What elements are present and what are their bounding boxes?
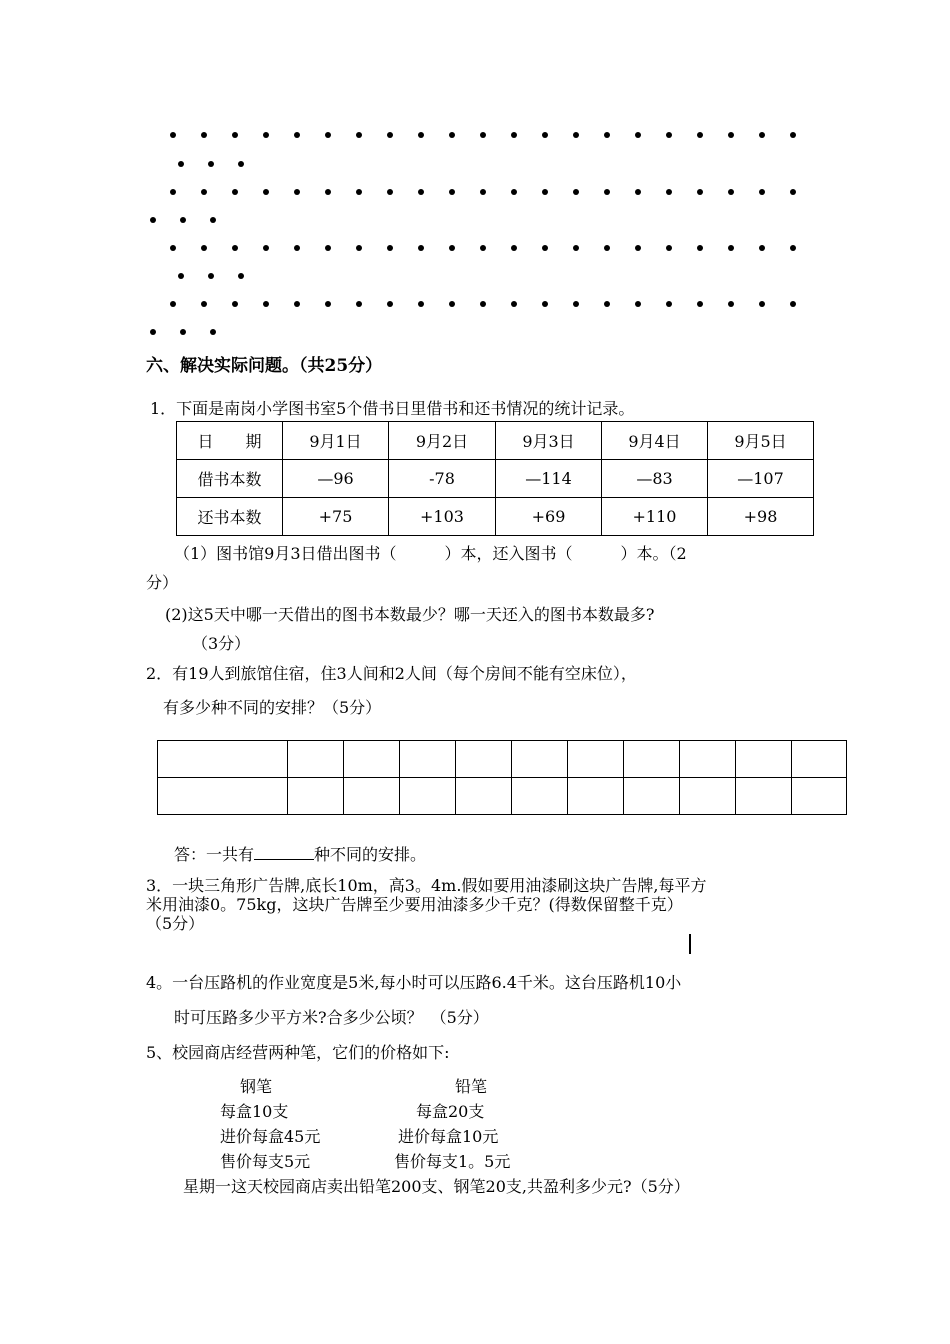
table-cell[interactable]: [400, 778, 456, 815]
table-cell: —83: [602, 460, 708, 498]
table-row: [177, 498, 814, 536]
table-cell[interactable]: [568, 741, 624, 778]
table-cell: —107: [708, 460, 814, 498]
dot-row: [0, 161, 950, 171]
q2-line2: 有多少种不同的安排？（5分）: [163, 698, 382, 717]
answer-blank[interactable]: [254, 845, 314, 860]
answer-prefix: 答：一共有: [174, 845, 255, 864]
table-cell[interactable]: [288, 778, 344, 815]
dot-row: [0, 273, 950, 283]
pen-cost: 进价每盒45元: [220, 1127, 321, 1146]
table-cell[interactable]: [568, 778, 624, 815]
q5-intro: 5、校园商店经营两种笔，它们的价格如下:: [146, 1043, 450, 1062]
table-row: [158, 778, 847, 815]
q3-line3: （5分）: [146, 914, 205, 933]
table-cell[interactable]: [680, 778, 736, 815]
table-cell[interactable]: [158, 778, 288, 815]
pencil-box: 每盒20支: [416, 1102, 485, 1121]
q3-line2: 米用油漆0。75kg，这块广告牌至少要用油漆多少千克？(得数保留整千克）: [146, 895, 683, 914]
q2-answer: [174, 842, 426, 865]
dot-row: [0, 217, 950, 227]
library-record-table: [176, 421, 814, 536]
pen-price: 售价每支5元: [220, 1152, 311, 1171]
table-cell[interactable]: [792, 778, 847, 815]
table-cell: +98: [708, 498, 814, 536]
dot-row: [0, 301, 950, 311]
table-header-row: [177, 422, 814, 460]
section-title: 六、解决实际问题。（共25分）: [146, 356, 383, 376]
q5-question: 星期一这天校园商店卖出铅笔200支、钢笔20支,共盈利多少元?（5分）: [183, 1177, 690, 1196]
table-cell[interactable]: [344, 741, 400, 778]
answer-suffix: 种不同的安排。: [314, 845, 427, 864]
table-cell[interactable]: [680, 741, 736, 778]
q1-sub2-line2: （3分）: [192, 634, 251, 653]
table-cell: +69: [496, 498, 602, 536]
table-cell: +103: [389, 498, 496, 536]
table-cell: +110: [602, 498, 708, 536]
table-cell: +75: [283, 498, 389, 536]
q1-text: 1．下面是南岗小学图书室5个借书日里借书和还书情况的统计记录。: [150, 399, 635, 418]
pen-box: 每盒10支: [220, 1102, 289, 1121]
q4-line2: 时可压路多少平方米?合多少公顷？ （5分）: [174, 1008, 489, 1027]
pencil-cost: 进价每盒10元: [398, 1127, 499, 1146]
dot-row: [0, 132, 950, 142]
table-cell: 9月5日: [708, 422, 814, 460]
table-cell[interactable]: [736, 778, 792, 815]
table-cell: 9月2日: [389, 422, 496, 460]
table-cell[interactable]: [288, 741, 344, 778]
table-cell: 借书本数: [177, 460, 283, 498]
q1-sub1-line1: （1）图书馆9月3日借出图书（ ）本，还入图书（ ）本。（2: [174, 544, 687, 563]
q3-line1: 3．一块三角形广告牌,底长10m，高3。4m.假如要用油漆刷这块广告牌,每平方: [146, 876, 707, 895]
table-cell: 9月1日: [283, 422, 389, 460]
table-cell[interactable]: [624, 778, 680, 815]
table-cell: —114: [496, 460, 602, 498]
table-cell: 日 期: [177, 422, 283, 460]
table-row: [177, 460, 814, 498]
q1-sub1-line2: 分）: [146, 573, 179, 592]
table-cell: 还书本数: [177, 498, 283, 536]
dot-row: [0, 245, 950, 255]
table-cell: —96: [283, 460, 389, 498]
arrangement-grid: [157, 740, 847, 815]
table-cell: 9月3日: [496, 422, 602, 460]
table-cell[interactable]: [512, 778, 568, 815]
dot-row: [0, 329, 950, 339]
q4-line1: 4。一台压路机的作业宽度是5米,每小时可以压路6.4千米。这台压路机10小: [146, 973, 682, 992]
table-cell: 9月4日: [602, 422, 708, 460]
table-row: [158, 741, 847, 778]
q2-line1: 2．有19人到旅馆住宿，住3人间和2人间（每个房间不能有空床位），: [146, 664, 637, 683]
q1-sub2-line1: (2)这5天中哪一天借出的图书本数最少？哪一天还入的图书本数最多?: [165, 605, 655, 624]
table-cell[interactable]: [158, 741, 288, 778]
table-cell[interactable]: [624, 741, 680, 778]
pencil-name: 铅笔: [455, 1077, 488, 1096]
pen-name: 钢笔: [240, 1077, 273, 1096]
table-cell[interactable]: [344, 778, 400, 815]
pencil-price: 售价每支1。5元: [394, 1152, 511, 1171]
table-cell[interactable]: [456, 741, 512, 778]
table-cell[interactable]: [792, 741, 847, 778]
text-cursor-mark: [689, 934, 691, 954]
table-cell[interactable]: [736, 741, 792, 778]
dot-row: [0, 189, 950, 199]
table-cell[interactable]: [456, 778, 512, 815]
table-cell[interactable]: [400, 741, 456, 778]
table-cell[interactable]: [512, 741, 568, 778]
table-cell: -78: [389, 460, 496, 498]
